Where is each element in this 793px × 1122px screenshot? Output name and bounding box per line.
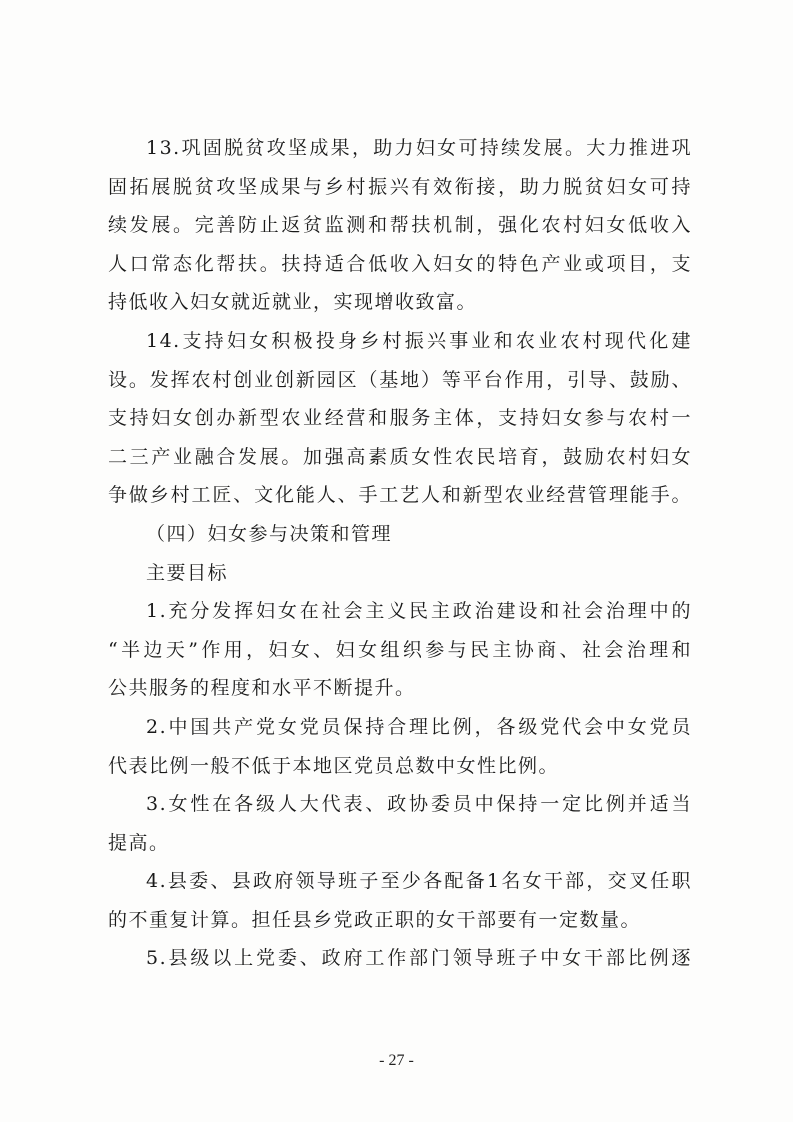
paragraph-13-line-1: 13.巩固脱贫攻坚成果，助力妇女可持续发展。大力推进巩	[146, 137, 692, 159]
goal-1-line-2: “半边天”作用，妇女、妇女组织参与民主协商、社会治理和	[108, 638, 692, 661]
goal-2-line-1: 2.中国共产党女党员保持合理比例，各级党代会中女党员	[146, 715, 692, 738]
paragraph-14-line-5: 争做乡村工匠、文化能人、手工艺人和新型农业经营管理能手。	[108, 484, 692, 507]
paragraph-13-line-3: 续发展。完善防止返贫监测和帮扶机制，强化农村妇女低收入	[108, 214, 692, 237]
paragraph-13-line-2: 固拓展脱贫攻坚成果与乡村振兴有效衔接，助力脱贫妇女可持	[108, 175, 692, 198]
goal-4-line-2: 的不重复计算。担任县乡党政正职的女干部要有一定数量。	[108, 908, 642, 931]
paragraph-13-line-4: 人口常态化帮扶。扶持适合低收入妇女的特色产业或项目，支	[108, 252, 692, 275]
goal-2-line-2: 代表比例一般不低于本地区党员总数中女性比例。	[108, 754, 560, 777]
goal-4-line-1: 4.县委、县政府领导班子至少各配备1名女干部，交叉任职	[146, 870, 692, 893]
page-number: - 27 -	[379, 1052, 414, 1069]
paragraph-14-line-3: 支持妇女创办新型农业经营和服务主体，支持妇女参与农村一	[108, 407, 692, 430]
paragraph-13-line-5: 持低收入妇女就近就业，实现增收致富。	[108, 291, 478, 314]
paragraph-14-line-2: 设。发挥农村创业创新园区（基地）等平台作用，引导、鼓励、	[108, 368, 692, 391]
goal-5-line-1: 5.县级以上党委、政府工作部门领导班子中女干部比例逐	[146, 947, 692, 970]
goal-1-line-3: 公共服务的程度和水平不断提升。	[108, 677, 416, 700]
section-heading: （四）妇女参与决策和管理	[146, 522, 393, 545]
body-text	[108, 133, 692, 982]
goal-3-line-2: 提高。	[108, 831, 170, 854]
paragraph-14-line-4: 二三产业融合发展。加强高素质女性农民培育，鼓励农村妇女	[108, 445, 692, 468]
subsection-heading: 主要目标	[146, 561, 229, 584]
goal-1-line-1: 1.充分发挥妇女在社会主义民主政治建设和社会治理中的	[146, 600, 692, 623]
paragraph-14-line-1: 14.支持妇女积极投身乡村振兴事业和农业农村现代化建	[146, 329, 692, 352]
goal-3-line-1: 3.女性在各级人大代表、政协委员中保持一定比例并适当	[146, 793, 692, 816]
